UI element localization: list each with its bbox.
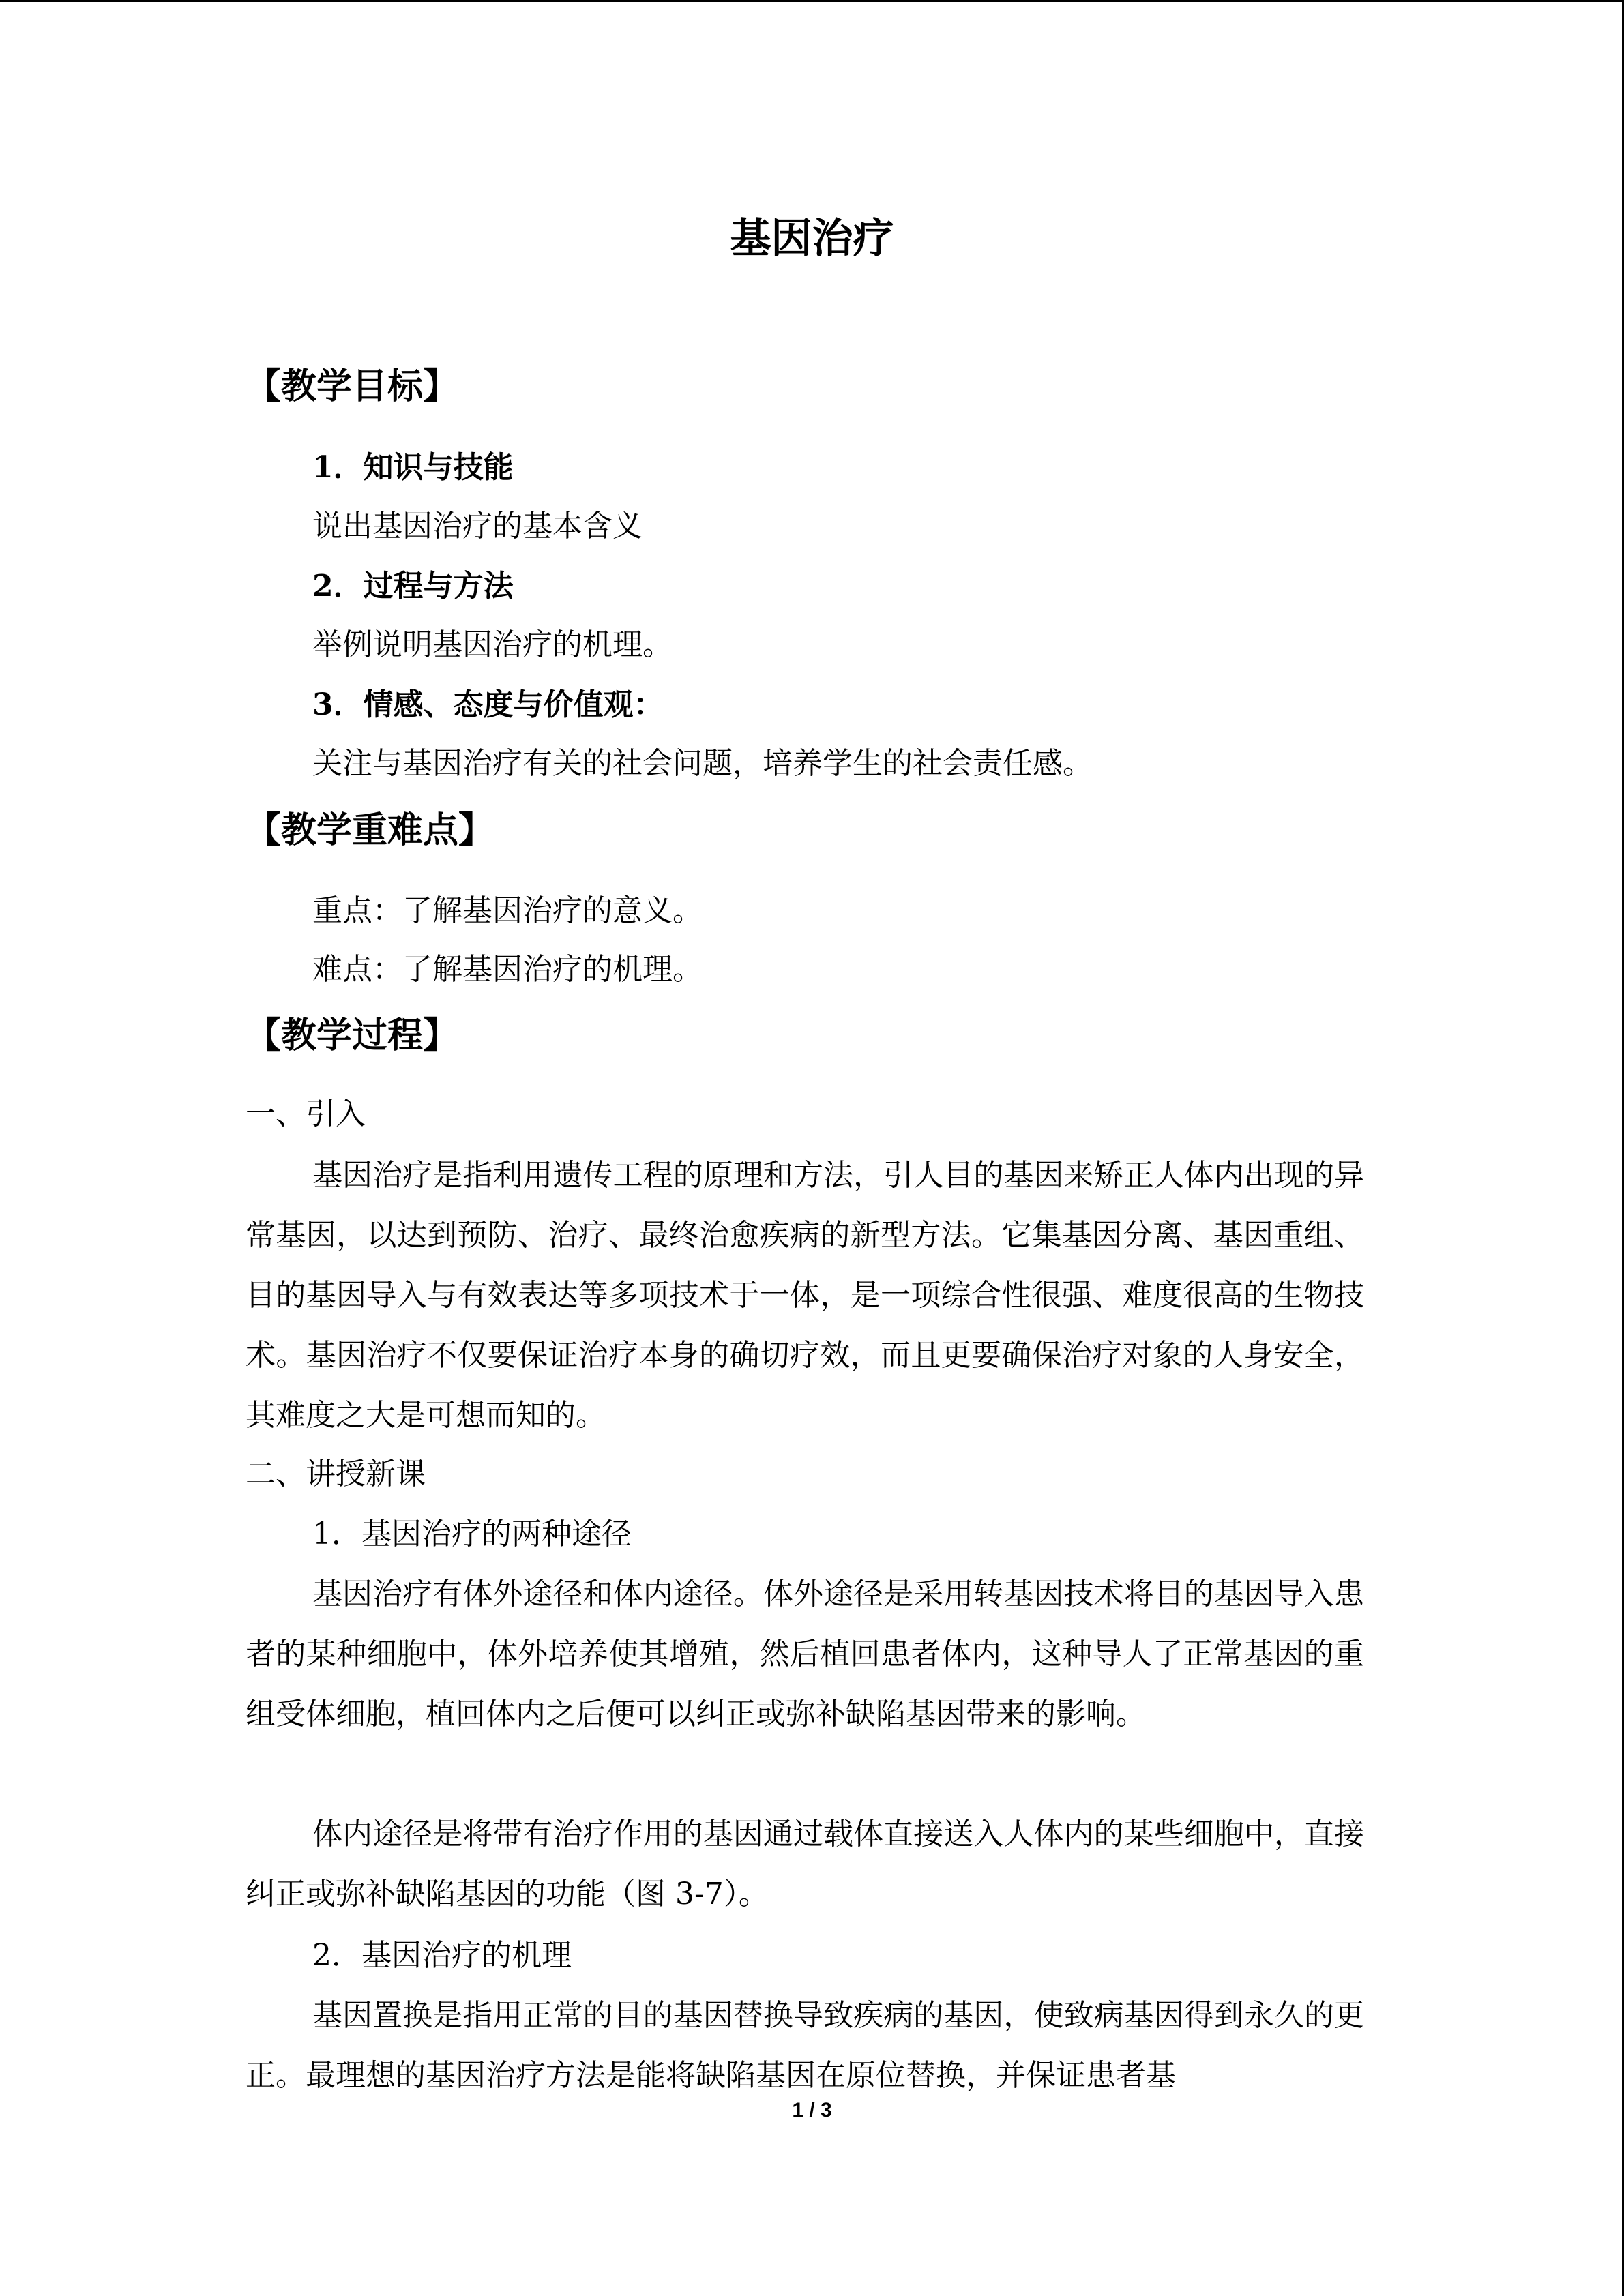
section-heading-process: 【教学过程】 [246,1015,459,1056]
key-point-difficult: 难点：了解基因治疗的机理。 [312,952,703,987]
section-heading-key-points: 【教学重难点】 [246,809,494,851]
intro-paragraph: 基因治疗是指利用遗传工程的原理和方法，引人目的基因来矫正人体内出现的异常基因，以达到预防、治疗、最终治愈疾病的新型方法。它集基因分离、基因重组、目的基因导入与有效表达等多项技术于一体，是一项综合性很强、难度很高的生物技术。基因治疗不仅要保证治疗本身的确切疗效，而且更要确保治疗对象的人身安全，其难度之大是可想而知的。 [246,1158,1364,1433]
subsection-2-heading: 2．基因治疗的机理 [312,1938,572,1973]
goal-2-text: 举例说明基因治疗的机理。 [312,627,673,662]
goal-1-text: 说出基因治疗的基本含义 [312,509,643,543]
subsection-1-paragraph-1: 基因治疗有体外途径和体内途径。体外途径是采用转基因技术将目的基因导入患者的某种细胞中，体外培养使其增殖，然后植回患者体内，这种导人了正常基因的重组受体细胞，植回体内之后便可以纠正或弥补缺陷基因带来的影响。 [246,1577,1364,1731]
key-point-important: 重点：了解基因治疗的意义。 [312,893,703,928]
process-part-2-heading: 二、讲授新课 [246,1457,426,1491]
document-title: 基因治疗 [730,215,894,263]
top-border-line [0,0,1624,2]
subsection-1-heading: 1．基因治疗的两种途径 [312,1517,632,1551]
process-part-1-heading: 一、引入 [246,1097,366,1131]
page-number: 1 / 3 [792,2099,832,2121]
goal-2-heading: 2．过程与方法 [312,569,514,603]
section-heading-goals: 【教学目标】 [246,366,459,407]
goal-3-text: 关注与基因治疗有关的社会问题，培养学生的社会责任感。 [312,746,1093,781]
subsection-1-paragraph-2: 体内途径是将带有治疗作用的基因通过载体直接送入人体内的某些细胞中，直接纠正或弥补缺陷基因的功能（图 3-7）。 [246,1817,1364,1911]
subsection-2-paragraph: 基因置换是指用正常的目的基因替换导致疾病的基因，使致病基因得到永久的更正。最理想的基因治疗方法是能将缺陷基因在原位替换，并保证患者基 [246,1998,1364,2093]
goal-3-heading: 3．情感、态度与价值观： [312,687,664,722]
goal-1-heading: 1．知识与技能 [312,450,514,485]
